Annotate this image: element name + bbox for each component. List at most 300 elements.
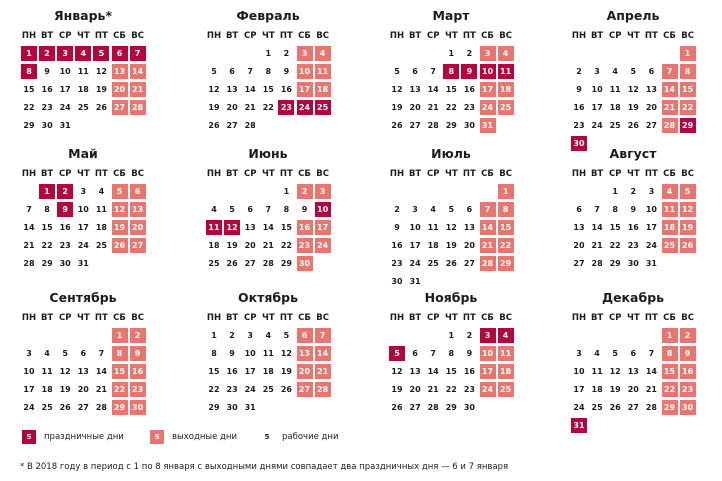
day-cell-workday: 21	[427, 103, 439, 112]
day-cell-workday: 13	[627, 367, 639, 376]
day-cell-weekend: 30	[680, 400, 696, 415]
day-cell-workday: 23	[59, 241, 71, 250]
day-cell-workday: 15	[208, 367, 220, 376]
weekday-header: СБ	[663, 169, 676, 179]
day-cell-workday: 25	[41, 403, 53, 412]
day-cell-workday: 27	[244, 259, 256, 268]
weekday-header: СБ	[113, 169, 126, 179]
weekday-header: ПН	[206, 313, 222, 323]
day-cell-workday: 12	[95, 67, 107, 76]
day-cell-weekend: 15	[680, 82, 696, 97]
day-cell-workday: 24	[409, 259, 421, 268]
weekday-header: СР	[426, 313, 440, 323]
day-cell-workday: 28	[591, 259, 603, 268]
day-cell-weekend: 21	[130, 82, 146, 97]
weekday-header: ПН	[21, 169, 37, 179]
day-cell-workday: 18	[591, 385, 603, 394]
weekday-header: ВС	[499, 31, 512, 41]
day-cell-weekend: 28	[315, 382, 331, 397]
weekday-header: ПН	[389, 31, 405, 41]
day-cell-workday: 28	[427, 121, 439, 130]
day-cell-workday: 10	[244, 349, 256, 358]
day-cell-workday: 14	[645, 367, 657, 376]
day-cell-workday: 25	[609, 121, 621, 130]
month-title: Март	[432, 8, 470, 23]
day-cell-workday: 1	[448, 331, 455, 340]
day-cell-workday: 29	[445, 403, 457, 412]
day-cell-weekend: 1	[680, 46, 696, 61]
day-cell-weekend: 10	[480, 346, 496, 361]
day-cell-holiday: 24	[297, 100, 313, 115]
day-cell-workday: 2	[466, 331, 473, 340]
day-cell-workday: 17	[77, 223, 89, 232]
legend-weekend-label: выходные дни	[172, 432, 237, 442]
day-cell-weekend: 22	[680, 100, 696, 115]
weekday-header: ПН	[389, 169, 405, 179]
weekday-header: СР	[608, 313, 622, 323]
day-cell-workday: 27	[409, 121, 421, 130]
day-cell-workday: 15	[280, 223, 292, 232]
day-cell-weekend: 20	[130, 220, 146, 235]
day-cell-weekend: 25	[662, 238, 678, 253]
day-cell-holiday: 31	[571, 418, 587, 433]
day-cell-holiday: 9	[57, 202, 73, 217]
day-cell-weekend: 1	[662, 328, 678, 343]
day-cell-workday: 26	[627, 121, 639, 130]
day-cell-workday: 28	[95, 403, 107, 412]
day-cell-workday: 10	[23, 367, 35, 376]
day-cell-workday: 17	[573, 385, 585, 394]
day-cell-workday: 13	[77, 367, 89, 376]
day-cell-workday: 15	[262, 85, 274, 94]
day-cell-weekend: 8	[498, 202, 514, 217]
weekday-header: СБ	[481, 313, 494, 323]
day-cell-workday: 21	[591, 241, 603, 250]
day-cell-weekend: 26	[112, 238, 128, 253]
day-cell-workday: 4	[430, 205, 436, 214]
day-cell-workday: 21	[262, 241, 274, 250]
day-cell-workday: 22	[262, 103, 274, 112]
day-cell-workday: 8	[265, 67, 272, 76]
weekday-header: ЧТ	[626, 313, 640, 323]
weekday-header: ПТ	[462, 31, 476, 41]
day-cell-workday: 30	[59, 259, 71, 268]
day-cell-workday: 8	[283, 205, 290, 214]
day-cell-workday: 6	[466, 205, 473, 214]
day-cell-workday: 9	[44, 67, 50, 76]
day-cell-workday: 24	[244, 385, 256, 394]
legend-holiday-label: праздничные дни	[44, 432, 124, 442]
day-cell-workday: 9	[394, 223, 400, 232]
day-cell-workday: 4	[612, 67, 618, 76]
day-cell-workday: 12	[59, 367, 71, 376]
day-cell-workday: 12	[609, 367, 621, 376]
weekday-header: ПН	[571, 169, 587, 179]
weekday-header: ВС	[131, 169, 144, 179]
day-cell-workday: 25	[77, 103, 89, 112]
weekday-header: СБ	[298, 31, 311, 41]
day-cell-workday: 10	[591, 85, 603, 94]
day-cell-workday: 3	[26, 349, 32, 358]
weekday-header: СБ	[481, 169, 494, 179]
weekday-header: ПН	[206, 169, 222, 179]
day-cell-weekend: 4	[662, 184, 678, 199]
day-cell-workday: 23	[463, 103, 475, 112]
day-cell-workday: 13	[244, 223, 256, 232]
day-cell-workday: 21	[95, 385, 107, 394]
day-cell-weekend: 7	[662, 64, 678, 79]
day-cell-weekend: 12	[112, 202, 128, 217]
day-cell-workday: 27	[645, 121, 657, 130]
day-cell-holiday: 10	[315, 202, 331, 217]
day-cell-workday: 28	[645, 403, 657, 412]
day-cell-weekend: 14	[662, 82, 678, 97]
day-cell-weekend: 4	[315, 46, 331, 61]
weekday-header: ВТ	[40, 169, 54, 179]
day-cell-workday: 13	[573, 223, 585, 232]
day-cell-workday: 7	[430, 349, 436, 358]
day-cell-workday: 5	[62, 349, 68, 358]
day-cell-workday: 9	[630, 205, 637, 214]
day-cell-workday: 19	[59, 385, 71, 394]
day-cell-holiday: 2	[39, 46, 55, 61]
day-cell-weekend: 17	[480, 82, 496, 97]
day-cell-weekend: 30	[130, 400, 146, 415]
day-cell-workday: 15	[445, 85, 457, 94]
day-cell-workday: 6	[630, 349, 637, 358]
weekday-header: СБ	[113, 31, 126, 41]
day-cell-workday: 6	[412, 349, 418, 358]
weekday-header: ВТ	[225, 313, 239, 323]
weekday-header: СБ	[298, 169, 311, 179]
day-cell-workday: 3	[412, 205, 418, 214]
day-cell-weekend: 9	[680, 346, 696, 361]
day-cell-workday: 16	[41, 85, 53, 94]
weekday-header: ВТ	[225, 31, 239, 41]
day-cell-weekend: 16	[297, 220, 313, 235]
day-cell-weekend: 15	[498, 220, 514, 235]
day-cell-workday: 28	[23, 259, 35, 268]
day-cell-workday: 23	[627, 241, 639, 250]
day-cell-weekend: 22	[498, 238, 514, 253]
day-cell-workday: 13	[409, 367, 421, 376]
day-cell-weekend: 24	[480, 382, 496, 397]
day-cell-holiday: 11	[498, 64, 514, 79]
day-cell-weekend: 10	[297, 64, 313, 79]
day-cell-weekend: 13	[130, 202, 146, 217]
day-cell-workday: 22	[208, 385, 220, 394]
day-cell-workday: 19	[609, 385, 621, 394]
day-cell-workday: 4	[594, 349, 600, 358]
weekday-header: ПТ	[644, 313, 658, 323]
day-cell-workday: 30	[463, 403, 475, 412]
day-cell-weekend: 6	[130, 184, 146, 199]
day-cell-workday: 24	[591, 121, 603, 130]
day-cell-holiday: 4	[75, 46, 91, 61]
day-cell-workday: 18	[95, 223, 107, 232]
day-cell-workday: 23	[573, 121, 585, 130]
day-cell-workday: 26	[226, 259, 238, 268]
day-cell-weekend: 21	[662, 100, 678, 115]
day-cell-weekend: 17	[480, 364, 496, 379]
day-cell-workday: 16	[391, 241, 403, 250]
day-cell-workday: 4	[98, 187, 105, 196]
day-cell-workday: 14	[591, 223, 603, 232]
day-cell-weekend: 29	[112, 400, 128, 415]
day-cell-workday: 7	[247, 67, 253, 76]
day-cell-workday: 7	[648, 349, 655, 358]
day-cell-weekend: 29	[498, 256, 514, 271]
day-cell-weekend: 17	[315, 220, 331, 235]
day-cell-workday: 11	[591, 367, 603, 376]
day-cell-workday: 12	[280, 349, 292, 358]
day-cell-workday: 30	[226, 403, 238, 412]
day-cell-workday: 11	[95, 205, 107, 214]
weekday-header: ПТ	[94, 31, 108, 41]
day-cell-holiday: 9	[461, 64, 477, 79]
day-cell-weekend: 9	[130, 346, 146, 361]
day-cell-workday: 8	[211, 349, 217, 358]
day-cell-holiday: 8	[443, 64, 459, 79]
day-cell-workday: 29	[23, 121, 35, 130]
day-cell-workday: 10	[77, 205, 89, 214]
day-cell-workday: 26	[445, 259, 457, 268]
day-cell-workday: 1	[448, 49, 455, 58]
weekday-header: ПН	[21, 31, 37, 41]
day-cell-workday: 5	[211, 67, 217, 76]
day-cell-workday: 18	[427, 241, 439, 250]
weekday-header: ЧТ	[444, 313, 458, 323]
day-cell-workday: 24	[573, 403, 585, 412]
day-cell-workday: 24	[23, 403, 35, 412]
day-cell-weekend: 14	[315, 346, 331, 361]
day-cell-workday: 16	[59, 223, 71, 232]
day-cell-workday: 19	[95, 85, 107, 94]
day-cell-holiday: 4	[498, 328, 514, 343]
day-cell-workday: 21	[23, 241, 35, 250]
day-cell-workday: 15	[445, 367, 457, 376]
day-cell-workday: 15	[23, 85, 35, 94]
day-cell-workday: 5	[394, 67, 400, 76]
day-cell-holiday: 11	[206, 220, 222, 235]
day-cell-weekend: 22	[112, 382, 128, 397]
day-cell-weekend: 4	[498, 46, 514, 61]
day-cell-workday: 13	[463, 223, 475, 232]
day-cell-workday: 8	[448, 349, 455, 358]
day-cell-workday: 1	[612, 187, 618, 196]
day-cell-holiday: 1	[39, 184, 55, 199]
day-cell-workday: 11	[609, 85, 621, 94]
weekday-header: СР	[58, 169, 72, 179]
day-cell-weekend: 18	[662, 220, 678, 235]
day-cell-holiday: 1	[21, 46, 37, 61]
day-cell-workday: 19	[391, 385, 403, 394]
weekday-header: ВТ	[40, 313, 54, 323]
day-cell-weekend: 20	[112, 82, 128, 97]
weekday-header: ВС	[681, 169, 694, 179]
month-title: Апрель	[606, 8, 660, 23]
day-cell-workday: 4	[44, 349, 50, 358]
day-cell-workday: 24	[59, 103, 71, 112]
day-cell-workday: 31	[77, 259, 89, 268]
day-cell-weekend: 3	[480, 46, 496, 61]
day-cell-workday: 23	[463, 385, 475, 394]
day-cell-holiday: 7	[130, 46, 146, 61]
day-cell-workday: 29	[609, 259, 621, 268]
day-cell-weekend: 1	[112, 328, 128, 343]
day-cell-workday: 29	[445, 121, 457, 130]
weekday-header: СБ	[113, 313, 126, 323]
day-cell-workday: 9	[466, 349, 473, 358]
day-cell-workday: 25	[262, 385, 274, 394]
day-cell-workday: 18	[77, 85, 89, 94]
day-cell-weekend: 7	[480, 202, 496, 217]
month-title: Сентябрь	[49, 290, 117, 305]
weekday-header: ПТ	[279, 313, 293, 323]
day-cell-workday: 11	[262, 349, 274, 358]
day-cell-workday: 12	[445, 223, 457, 232]
weekday-header: ВТ	[408, 169, 422, 179]
month-title: Октябрь	[238, 290, 298, 305]
weekday-header: ЧТ	[261, 31, 275, 41]
day-cell-workday: 26	[391, 121, 403, 130]
day-cell-weekend: 28	[130, 100, 146, 115]
day-cell-workday: 14	[427, 85, 439, 94]
day-cell-workday: 6	[80, 349, 87, 358]
day-cell-workday: 9	[576, 85, 582, 94]
day-cell-weekend: 3	[315, 184, 331, 199]
day-cell-weekend: 14	[130, 64, 146, 79]
weekday-header: СР	[243, 169, 257, 179]
legend-holiday-swatch: 5	[22, 430, 36, 444]
day-cell-workday: 16	[463, 367, 475, 376]
day-cell-workday: 25	[427, 259, 439, 268]
day-cell-workday: 14	[244, 85, 256, 94]
month-title: Август	[609, 146, 657, 161]
day-cell-weekend: 26	[680, 238, 696, 253]
day-cell-workday: 10	[59, 67, 71, 76]
weekday-header: СБ	[481, 31, 494, 41]
day-cell-workday: 24	[77, 241, 89, 250]
day-cell-workday: 16	[463, 85, 475, 94]
day-cell-workday: 26	[280, 385, 292, 394]
day-cell-workday: 12	[391, 85, 403, 94]
weekday-header: СБ	[298, 313, 311, 323]
day-cell-workday: 3	[648, 187, 655, 196]
day-cell-workday: 10	[409, 223, 421, 232]
day-cell-workday: 21	[645, 385, 657, 394]
weekday-header: ПТ	[462, 313, 476, 323]
day-cell-weekend: 11	[315, 64, 331, 79]
day-cell-workday: 12	[208, 85, 220, 94]
day-cell-workday: 30	[463, 121, 475, 130]
day-cell-workday: 22	[280, 241, 292, 250]
day-cell-weekend: 27	[297, 382, 313, 397]
day-cell-workday: 2	[466, 49, 473, 58]
weekday-header: ВС	[681, 313, 694, 323]
day-cell-workday: 9	[283, 67, 290, 76]
day-cell-workday: 30	[627, 259, 639, 268]
day-cell-workday: 31	[244, 403, 256, 412]
day-cell-workday: 6	[576, 205, 582, 214]
day-cell-weekend: 22	[662, 382, 678, 397]
day-cell-workday: 26	[609, 403, 621, 412]
day-cell-workday: 7	[594, 205, 600, 214]
weekday-header: ВТ	[408, 31, 422, 41]
day-cell-workday: 18	[262, 367, 274, 376]
day-cell-weekend: 5	[112, 184, 128, 199]
day-cell-workday: 26	[391, 403, 403, 412]
day-cell-weekend: 12	[680, 202, 696, 217]
month-title: Ноябрь	[424, 290, 478, 305]
day-cell-weekend: 23	[680, 382, 696, 397]
weekday-header: СР	[426, 31, 440, 41]
day-cell-workday: 27	[627, 403, 639, 412]
day-cell-workday: 29	[41, 259, 53, 268]
day-cell-weekend: 21	[480, 238, 496, 253]
footnote: * В 2018 году в период с 1 по 8 января с выходными днями совпадает два праздничных дня — 6 и 7 января	[20, 462, 509, 472]
weekday-header: ЧТ	[626, 31, 640, 41]
day-cell-weekend: 24	[480, 100, 496, 115]
day-cell-workday: 22	[41, 241, 53, 250]
weekday-header: СБ	[663, 313, 676, 323]
day-cell-workday: 17	[409, 241, 421, 250]
day-cell-weekend: 20	[297, 364, 313, 379]
weekday-header: ВТ	[40, 31, 54, 41]
day-cell-weekend: 16	[680, 364, 696, 379]
weekday-header: СР	[243, 313, 257, 323]
day-cell-weekend: 2	[680, 328, 696, 343]
legend-weekend-swatch: 5	[150, 430, 164, 444]
day-cell-workday: 6	[648, 67, 655, 76]
day-cell-workday: 11	[77, 67, 89, 76]
day-cell-workday: 13	[226, 85, 238, 94]
day-cell-workday: 19	[208, 103, 220, 112]
day-cell-workday: 3	[247, 331, 253, 340]
day-cell-workday: 22	[445, 103, 457, 112]
day-cell-weekend: 31	[480, 118, 496, 133]
legend-workday-label: рабочие дни	[282, 432, 339, 442]
day-cell-workday: 22	[23, 103, 35, 112]
day-cell-workday: 10	[573, 367, 585, 376]
day-cell-workday: 22	[445, 385, 457, 394]
day-cell-weekend: 7	[315, 328, 331, 343]
day-cell-workday: 2	[630, 187, 637, 196]
day-cell-workday: 19	[280, 367, 292, 376]
weekday-header: СБ	[663, 31, 676, 41]
weekday-header: СР	[243, 31, 257, 41]
weekday-header: ПН	[389, 313, 405, 323]
day-cell-weekend: 28	[662, 118, 678, 133]
day-cell-workday: 20	[409, 385, 421, 394]
weekday-header: ВТ	[225, 169, 239, 179]
day-cell-workday: 3	[80, 187, 87, 196]
day-cell-holiday: 5	[389, 346, 405, 361]
day-cell-weekend: 28	[480, 256, 496, 271]
day-cell-workday: 16	[226, 367, 238, 376]
day-cell-workday: 5	[612, 349, 618, 358]
weekday-header: ЧТ	[76, 169, 90, 179]
day-cell-weekend: 13	[112, 64, 128, 79]
weekday-header: ЧТ	[76, 313, 90, 323]
day-cell-workday: 9	[229, 349, 235, 358]
day-cell-weekend: 14	[480, 220, 496, 235]
weekday-header: ВС	[681, 31, 694, 41]
day-cell-workday: 17	[645, 223, 657, 232]
day-cell-workday: 19	[445, 241, 457, 250]
day-cell-weekend: 8	[112, 346, 128, 361]
day-cell-workday: 14	[427, 367, 439, 376]
